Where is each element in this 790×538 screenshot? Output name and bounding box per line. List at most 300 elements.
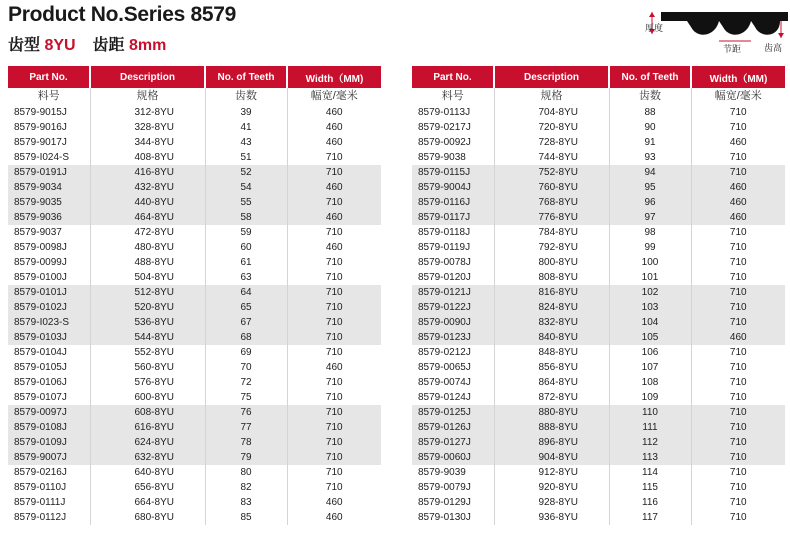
table-row <box>8 420 381 435</box>
table-row <box>8 345 381 360</box>
description-cell: 856-8YU <box>494 360 609 375</box>
width-cell: 710 <box>729 152 747 163</box>
table-row <box>412 180 785 195</box>
tooth-type-value: 8YU <box>44 37 76 54</box>
table-row <box>8 150 381 165</box>
description-cell: 864-8YU <box>494 375 609 390</box>
part-no-cell: 8579-9035 <box>8 195 90 210</box>
description-cell: 664-8YU <box>90 495 205 510</box>
part-no-cell: 8579-0216J <box>8 465 90 480</box>
width-cell: 710 <box>691 450 785 465</box>
teeth-cell: 98 <box>609 225 691 240</box>
teeth-cell: 100 <box>609 255 691 270</box>
table-row <box>8 240 381 255</box>
table-row <box>412 195 785 210</box>
table-row <box>412 150 785 165</box>
part-no-cell: 8579-0103J <box>8 330 90 345</box>
part-no-cell: 8579-I024-S <box>8 150 90 165</box>
part-no-cell: 8579-9036 <box>8 210 90 225</box>
belt-profile-diagram <box>643 4 788 56</box>
teeth-cell: 105 <box>609 330 691 345</box>
width-cell: 710 <box>287 285 381 300</box>
teeth-cell: 60 <box>205 240 287 255</box>
table-row <box>412 495 785 510</box>
tooth-height-label: 齿高 <box>764 44 783 54</box>
teeth-cell: 79 <box>205 450 287 465</box>
col-subheader-description: 规格 <box>90 88 205 105</box>
tooth-type-label: 齿型 <box>8 37 41 54</box>
width-cell: 710 <box>287 450 381 465</box>
width-cell: 710 <box>287 330 381 345</box>
table-row <box>412 285 785 300</box>
part-no-cell: 8579-0106J <box>8 375 90 390</box>
parts-table-left <box>8 66 381 525</box>
part-no-cell: 8579-9004J <box>412 180 494 195</box>
part-no-cell: 8579-0060J <box>412 450 494 465</box>
width-cell: 710 <box>691 285 785 300</box>
teeth-cell: 54 <box>205 180 287 195</box>
part-no-cell: 8579-0079J <box>412 480 494 495</box>
table-row <box>8 300 381 315</box>
teeth-cell: 51 <box>205 150 287 165</box>
teeth-cell: 115 <box>609 480 691 495</box>
part-no-cell: 8579-9007J <box>8 450 90 465</box>
table-row <box>8 465 381 480</box>
teeth-cell: 107 <box>609 360 691 375</box>
part-no-cell: 8579-0105J <box>8 360 90 375</box>
width-cell: 710 <box>729 107 747 118</box>
part-no-cell: 8579-0119J <box>412 240 494 255</box>
description-cell: 560-8YU <box>90 360 205 375</box>
col-header-teeth: No. of Teeth <box>205 66 287 88</box>
teeth-cell: 68 <box>205 330 287 345</box>
description-cell: 416-8YU <box>90 165 205 180</box>
part-no-cell: 8579-9039 <box>412 465 494 480</box>
table-row <box>412 345 785 360</box>
teeth-cell: 97 <box>609 210 691 225</box>
part-no-cell: 8579-0115J <box>412 165 494 180</box>
teeth-cell: 55 <box>205 195 287 210</box>
width-cell: 460 <box>691 195 785 210</box>
part-no-cell: 8579-0124J <box>412 390 494 405</box>
description-cell: 576-8YU <box>90 375 205 390</box>
description-cell: 472-8YU <box>90 225 205 240</box>
teeth-cell: 67 <box>205 315 287 330</box>
table-row <box>8 360 381 375</box>
col-header-teeth: No. of Teeth <box>609 66 691 88</box>
part-no-cell: 8579-9017J <box>8 135 90 150</box>
description-cell: 872-8YU <box>494 390 609 405</box>
description-cell: 920-8YU <box>494 480 609 495</box>
table-row <box>8 180 381 195</box>
table-row <box>412 480 785 495</box>
part-no-cell: 8579-0102J <box>8 300 90 315</box>
table-row <box>8 405 381 420</box>
part-no-cell: 8579-0108J <box>8 420 90 435</box>
teeth-cell: 80 <box>205 465 287 480</box>
description-cell: 936-8YU <box>494 510 609 525</box>
description-cell: 768-8YU <box>494 195 609 210</box>
part-no-cell: 8579-0123J <box>412 330 494 345</box>
description-cell: 848-8YU <box>494 345 609 360</box>
table-row <box>412 300 785 315</box>
width-cell: 710 <box>287 165 381 180</box>
part-no-cell: 8579-0110J <box>8 480 90 495</box>
table-row <box>8 165 381 180</box>
description-cell: 608-8YU <box>90 405 205 420</box>
col-subheader-width: 幅宽/毫米 <box>714 90 762 102</box>
description-cell: 656-8YU <box>90 480 205 495</box>
width-cell: 710 <box>691 420 785 435</box>
description-cell: 824-8YU <box>494 300 609 315</box>
description-cell: 792-8YU <box>494 240 609 255</box>
description-cell: 544-8YU <box>90 330 205 345</box>
description-cell: 784-8YU <box>494 225 609 240</box>
teeth-cell: 41 <box>205 120 287 135</box>
teeth-cell: 72 <box>205 375 287 390</box>
width-cell: 710 <box>691 300 785 315</box>
width-cell: 710 <box>325 392 343 403</box>
part-no-cell: 8579-0126J <box>412 420 494 435</box>
table-row <box>412 405 785 420</box>
teeth-cell: 106 <box>609 345 691 360</box>
table-row <box>412 135 785 150</box>
table-row <box>412 375 785 390</box>
width-cell: 710 <box>691 165 785 180</box>
table-row <box>412 510 785 525</box>
description-cell: 408-8YU <box>90 150 205 165</box>
width-cell: 710 <box>729 482 747 493</box>
col-subheader-teeth: 齿数 <box>609 88 691 105</box>
width-cell: 710 <box>729 512 747 523</box>
teeth-cell: 65 <box>205 300 287 315</box>
teeth-cell: 39 <box>205 105 287 120</box>
width-cell: 460 <box>325 497 343 508</box>
part-no-cell: 8579-0107J <box>8 390 90 405</box>
width-cell: 710 <box>691 405 785 420</box>
width-cell: 710 <box>729 347 747 358</box>
teeth-cell: 116 <box>609 495 691 510</box>
part-no-cell: 8579-0101J <box>8 285 90 300</box>
width-cell: 710 <box>325 377 343 388</box>
part-no-cell: 8579-9034 <box>8 180 90 195</box>
description-cell: 440-8YU <box>90 195 205 210</box>
table-row <box>412 420 785 435</box>
width-cell: 460 <box>729 137 747 148</box>
width-cell: 710 <box>729 227 747 238</box>
table-row <box>8 495 381 510</box>
table-row <box>8 255 381 270</box>
table-row <box>412 225 785 240</box>
width-cell: 710 <box>325 482 343 493</box>
part-no-cell: 8579-9015J <box>8 105 90 120</box>
description-cell: 928-8YU <box>494 495 609 510</box>
width-cell: 710 <box>287 405 381 420</box>
table-row <box>8 135 381 150</box>
table-row <box>412 120 785 135</box>
width-cell: 710 <box>729 377 747 388</box>
tooth-height-arrow <box>778 33 784 38</box>
part-no-cell: 8579-0100J <box>8 270 90 285</box>
description-cell: 728-8YU <box>494 135 609 150</box>
table-row <box>8 390 381 405</box>
width-cell: 460 <box>287 210 381 225</box>
width-cell: 460 <box>325 512 343 523</box>
width-cell: 710 <box>325 227 343 238</box>
col-subheader-description: 规格 <box>494 88 609 105</box>
part-no-cell: 8579-0116J <box>412 195 494 210</box>
width-cell: 460 <box>325 242 343 253</box>
description-cell: 904-8YU <box>494 450 609 465</box>
description-cell: 480-8YU <box>90 240 205 255</box>
teeth-cell: 103 <box>609 300 691 315</box>
width-cell: 710 <box>287 195 381 210</box>
col-header-width: Width（MM) <box>287 66 381 88</box>
description-cell: 680-8YU <box>90 510 205 525</box>
width-cell: 710 <box>691 315 785 330</box>
description-cell: 776-8YU <box>494 210 609 225</box>
width-cell: 710 <box>729 272 747 283</box>
teeth-cell: 88 <box>609 105 691 120</box>
description-cell: 616-8YU <box>90 420 205 435</box>
part-no-cell: 8579-0112J <box>8 510 90 525</box>
part-no-cell: 8579-0130J <box>412 510 494 525</box>
teeth-cell: 59 <box>205 225 287 240</box>
table-row <box>8 270 381 285</box>
table-row <box>412 270 785 285</box>
table-row <box>8 210 381 225</box>
table-row <box>8 435 381 450</box>
description-cell: 704-8YU <box>494 105 609 120</box>
description-cell: 488-8YU <box>90 255 205 270</box>
table-row <box>412 435 785 450</box>
part-no-cell: 8579-0104J <box>8 345 90 360</box>
page-subtitle <box>8 32 166 55</box>
part-no-cell: 8579-0097J <box>8 405 90 420</box>
part-no-cell: 8579-0212J <box>412 345 494 360</box>
description-cell: 912-8YU <box>494 465 609 480</box>
description-cell: 840-8YU <box>494 330 609 345</box>
description-cell: 744-8YU <box>494 150 609 165</box>
description-cell: 600-8YU <box>90 390 205 405</box>
width-cell: 710 <box>325 347 343 358</box>
table-row <box>8 480 381 495</box>
description-cell: 464-8YU <box>90 210 205 225</box>
table-row <box>8 375 381 390</box>
width-cell: 710 <box>729 362 747 373</box>
teeth-cell: 75 <box>205 390 287 405</box>
table-row <box>8 510 381 525</box>
width-cell: 460 <box>325 107 343 118</box>
teeth-cell: 108 <box>609 375 691 390</box>
teeth-cell: 76 <box>205 405 287 420</box>
teeth-cell: 82 <box>205 480 287 495</box>
part-no-cell: 8579-9016J <box>8 120 90 135</box>
teeth-cell: 117 <box>609 510 691 525</box>
teeth-cell: 83 <box>205 495 287 510</box>
description-cell: 344-8YU <box>90 135 205 150</box>
col-subheader-part-no: 料号 <box>412 88 494 105</box>
table-row <box>8 195 381 210</box>
teeth-cell: 114 <box>609 465 691 480</box>
col-header-part-no: Part No. <box>8 66 90 88</box>
teeth-cell: 96 <box>609 195 691 210</box>
description-cell: 536-8YU <box>90 315 205 330</box>
part-no-cell: 8579-9038 <box>412 150 494 165</box>
width-cell: 710 <box>691 435 785 450</box>
col-header-description: Description <box>90 66 205 88</box>
teeth-cell: 85 <box>205 510 287 525</box>
page-title: Product No.Series 8579 <box>8 3 236 26</box>
description-cell: 880-8YU <box>494 405 609 420</box>
part-no-cell: 8579-0092J <box>412 135 494 150</box>
description-cell: 312-8YU <box>90 105 205 120</box>
width-cell: 460 <box>287 180 381 195</box>
table-row <box>412 255 785 270</box>
width-cell: 710 <box>729 392 747 403</box>
table-row <box>8 105 381 120</box>
table-row <box>8 450 381 465</box>
teeth-cell: 91 <box>609 135 691 150</box>
teeth-cell: 90 <box>609 120 691 135</box>
teeth-cell: 101 <box>609 270 691 285</box>
width-cell: 710 <box>325 152 343 163</box>
part-no-cell: 8579-0122J <box>412 300 494 315</box>
part-no-cell: 8579-0129J <box>412 495 494 510</box>
part-no-cell: 8579-0090J <box>412 315 494 330</box>
width-cell: 710 <box>729 122 747 133</box>
col-header-width: Width（MM) <box>691 66 785 88</box>
col-header-description: Description <box>494 66 609 88</box>
pitch-value: 8mm <box>128 37 167 54</box>
table-row <box>8 330 381 345</box>
teeth-cell: 77 <box>205 420 287 435</box>
table-row <box>8 120 381 135</box>
width-cell: 710 <box>287 315 381 330</box>
table-row <box>8 315 381 330</box>
table-row <box>412 240 785 255</box>
description-cell: 552-8YU <box>90 345 205 360</box>
description-cell: 832-8YU <box>494 315 609 330</box>
teeth-cell: 70 <box>205 360 287 375</box>
width-cell: 460 <box>691 210 785 225</box>
table-row <box>412 330 785 345</box>
teeth-cell: 102 <box>609 285 691 300</box>
table-row <box>412 210 785 225</box>
description-cell: 720-8YU <box>494 120 609 135</box>
teeth-cell: 109 <box>609 390 691 405</box>
description-cell: 520-8YU <box>90 300 205 315</box>
pitch-diagram-label: 节距 <box>723 45 742 55</box>
part-no-cell: 8579-0217J <box>412 120 494 135</box>
table-row <box>412 165 785 180</box>
part-no-cell: 8579-0065J <box>412 360 494 375</box>
part-no-cell: 8579-0125J <box>412 405 494 420</box>
teeth-cell: 95 <box>609 180 691 195</box>
col-subheader-width: 幅宽/毫米 <box>310 90 358 102</box>
width-cell: 710 <box>287 435 381 450</box>
belt-profile-shape <box>661 12 788 35</box>
teeth-cell: 52 <box>205 165 287 180</box>
description-cell: 504-8YU <box>90 270 205 285</box>
part-no-cell: 8579-0127J <box>412 435 494 450</box>
col-header-part-no: Part No. <box>412 66 494 88</box>
col-subheader-teeth: 齿数 <box>205 88 287 105</box>
table-row <box>412 315 785 330</box>
teeth-cell: 64 <box>205 285 287 300</box>
part-no-cell: 8579-0109J <box>8 435 90 450</box>
teeth-cell: 43 <box>205 135 287 150</box>
description-cell: 640-8YU <box>90 465 205 480</box>
table-row <box>8 285 381 300</box>
table-row <box>412 465 785 480</box>
teeth-cell: 112 <box>609 435 691 450</box>
part-no-cell: 8579-0117J <box>412 210 494 225</box>
part-no-cell: 8579-9037 <box>8 225 90 240</box>
description-cell: 432-8YU <box>90 180 205 195</box>
width-cell: 460 <box>325 122 343 133</box>
teeth-cell: 58 <box>205 210 287 225</box>
description-cell: 624-8YU <box>90 435 205 450</box>
teeth-cell: 61 <box>205 255 287 270</box>
table-row <box>412 390 785 405</box>
width-cell: 460 <box>691 180 785 195</box>
width-cell: 710 <box>287 300 381 315</box>
table-row <box>412 360 785 375</box>
part-no-cell: 8579-0111J <box>8 495 90 510</box>
parts-table-right <box>412 66 785 525</box>
width-cell: 710 <box>325 272 343 283</box>
width-cell: 710 <box>325 467 343 478</box>
part-no-cell: 8579-0121J <box>412 285 494 300</box>
description-cell: 328-8YU <box>90 120 205 135</box>
description-cell: 888-8YU <box>494 420 609 435</box>
width-cell: 460 <box>325 362 343 373</box>
width-cell: 710 <box>325 257 343 268</box>
table-row <box>8 225 381 240</box>
width-cell: 710 <box>729 257 747 268</box>
width-cell: 710 <box>729 242 747 253</box>
description-cell: 808-8YU <box>494 270 609 285</box>
teeth-cell: 94 <box>609 165 691 180</box>
teeth-cell: 93 <box>609 150 691 165</box>
part-no-cell: 8579-0191J <box>8 165 90 180</box>
description-cell: 896-8YU <box>494 435 609 450</box>
part-no-cell: 8579-I023-S <box>8 315 90 330</box>
width-cell: 710 <box>729 467 747 478</box>
thickness-arrow-top <box>649 12 655 17</box>
part-no-cell: 8579-0098J <box>8 240 90 255</box>
thickness-label: 厚度 <box>645 24 664 34</box>
width-cell: 460 <box>691 330 785 345</box>
part-no-cell: 8579-0118J <box>412 225 494 240</box>
table-row <box>412 105 785 120</box>
teeth-cell: 113 <box>609 450 691 465</box>
description-cell: 816-8YU <box>494 285 609 300</box>
part-no-cell: 8579-0074J <box>412 375 494 390</box>
teeth-cell: 63 <box>205 270 287 285</box>
part-no-cell: 8579-0078J <box>412 255 494 270</box>
width-cell: 710 <box>729 497 747 508</box>
description-cell: 800-8YU <box>494 255 609 270</box>
pitch-label: 齿距 <box>92 37 125 54</box>
teeth-cell: 104 <box>609 315 691 330</box>
col-subheader-part-no: 料号 <box>8 88 90 105</box>
description-cell: 760-8YU <box>494 180 609 195</box>
description-cell: 512-8YU <box>90 285 205 300</box>
description-cell: 632-8YU <box>90 450 205 465</box>
teeth-cell: 99 <box>609 240 691 255</box>
